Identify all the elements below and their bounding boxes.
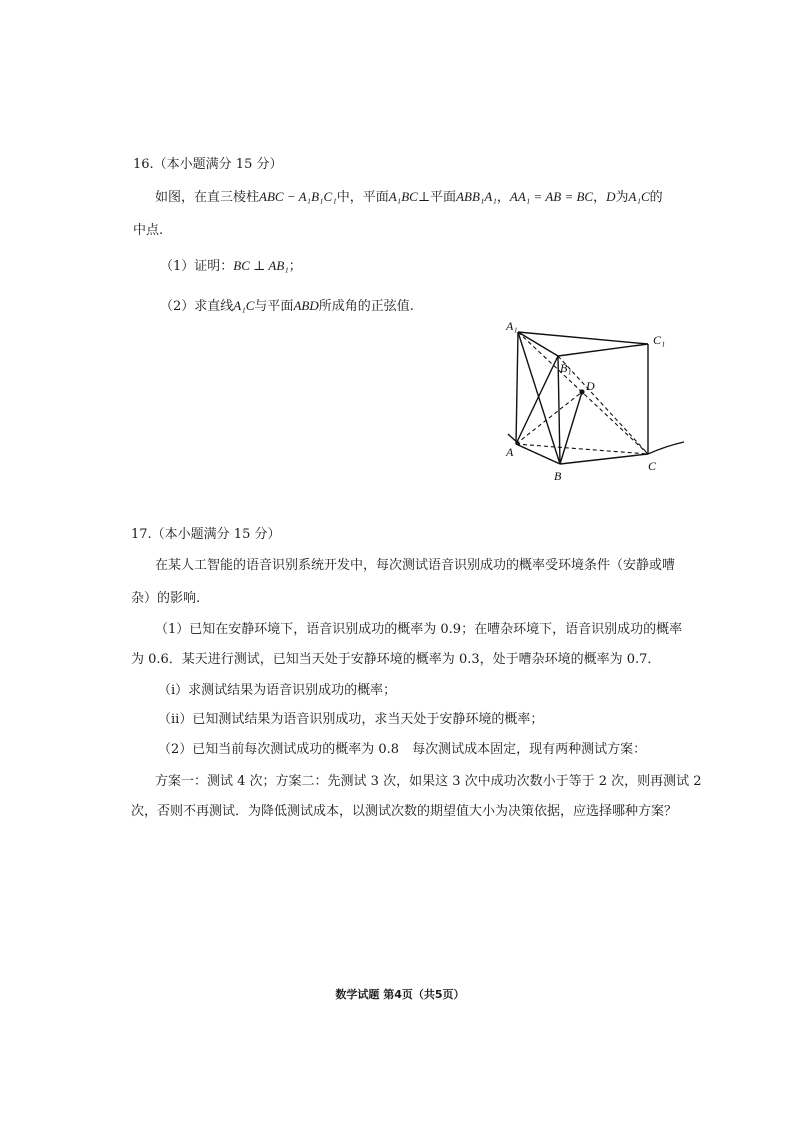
q17-p1-line1: （1）已知在安静环境下，语音识别成功的概率为 0.9；在嘈杂环境下，语音识别成功的概率 (155, 622, 683, 637)
q16-plane1: A₁BC (388, 189, 418, 204)
label-c: C (648, 459, 657, 473)
q16-part2-label: （2）求直线 (160, 299, 234, 314)
label-c1: C₁ (653, 333, 666, 347)
q17-p1-i: （i）求测试结果为语音识别成功的概率； (158, 683, 397, 698)
q16-part2 (160, 297, 414, 316)
q16-prism: ABC − A₁B₁C₁ (259, 189, 337, 204)
q16-text: 如图，在直三棱柱 (155, 190, 260, 205)
q16-perp: ⊥ (417, 190, 431, 205)
label-a: A (506, 445, 514, 459)
q16-text: 的 (649, 190, 663, 205)
edge-a-b1 (516, 356, 558, 444)
q17-intro-line2: 杂）的影响. (131, 591, 201, 606)
q16-sep: ， (496, 190, 510, 205)
label-a1: A₁ (506, 319, 518, 333)
q16-part1 (160, 257, 302, 276)
q16-part2-mid: 与平面 (254, 299, 294, 314)
edge-a1-a (516, 332, 518, 444)
label-b1: B₁ (560, 361, 572, 375)
q16-text: 平面 (430, 190, 457, 205)
q16-part2-line: A₁C (233, 298, 255, 313)
q16-part1-label: （1）证明： (160, 259, 234, 274)
label-b: B (554, 469, 562, 483)
q16-equality: AA₁ = AB = BC (509, 189, 594, 204)
q16-point-d: D (606, 189, 616, 204)
q16-plane2: ABB₁A₁ (456, 189, 497, 204)
q17-intro-line1: 在某人工智能的语音识别系统开发中，每次测试语音识别成功的概率受环境条件（安静或嘈 (155, 558, 676, 573)
q17-p1-line2: 为 0.6．某天进行测试，已知当天处于安静环境的概率为 0.3，处于嘈杂环境的概率为 0.7． (131, 652, 661, 667)
q16-segment: A₁C (628, 189, 650, 204)
stray-stroke (648, 442, 684, 454)
q16-part2-plane: ABD (293, 298, 319, 313)
q16-stem-line1 (155, 188, 663, 207)
edge-b-c (560, 454, 648, 464)
hidden-a-d (516, 392, 582, 444)
q17-header: 17.（本小题满分 15 分） (131, 527, 281, 542)
q16-header: 16.（本小题满分 15 分） (133, 157, 283, 172)
q16-part2-end: 所成角的正弦值. (318, 299, 414, 314)
page-footer: 数学试题 第4页（共5页） (335, 988, 465, 1001)
q17-p2-line1: （2）已知当前每次测试成功的概率为 0.8 每次测试成本固定，现有两种测试方案： (158, 742, 647, 757)
q16-text: ， (593, 190, 607, 205)
q16-part1-expr: BC ⊥ AB₁ (233, 258, 289, 273)
q17-p2-line2: 方案一：测试 4 次；方案二：先测试 3 次，如果这 3 次中成功次数小于等于 2 次，则再测试 2 (155, 774, 702, 789)
edge-b1-c1 (558, 344, 648, 356)
q16-text: 为 (615, 190, 629, 205)
q16-part1-end: ； (288, 259, 302, 274)
q16-stem-line2: 中点. (133, 223, 164, 238)
q16-text: 中，平面 (336, 190, 389, 205)
prism-figure (498, 316, 698, 486)
q17-p2-line3: 次，否则不再测试．为降低测试成本，以测试次数的期望值大小为决策依据，应选择哪种方案？ (131, 804, 678, 819)
q17-p1-ii: （ii）已知测试结果为语音识别成功，求当天处于安静环境的概率； (158, 712, 544, 727)
label-d: D (586, 379, 595, 393)
point-d-dot (579, 389, 584, 394)
edge-a1-c1 (518, 332, 648, 344)
edge-b-d (560, 392, 582, 464)
